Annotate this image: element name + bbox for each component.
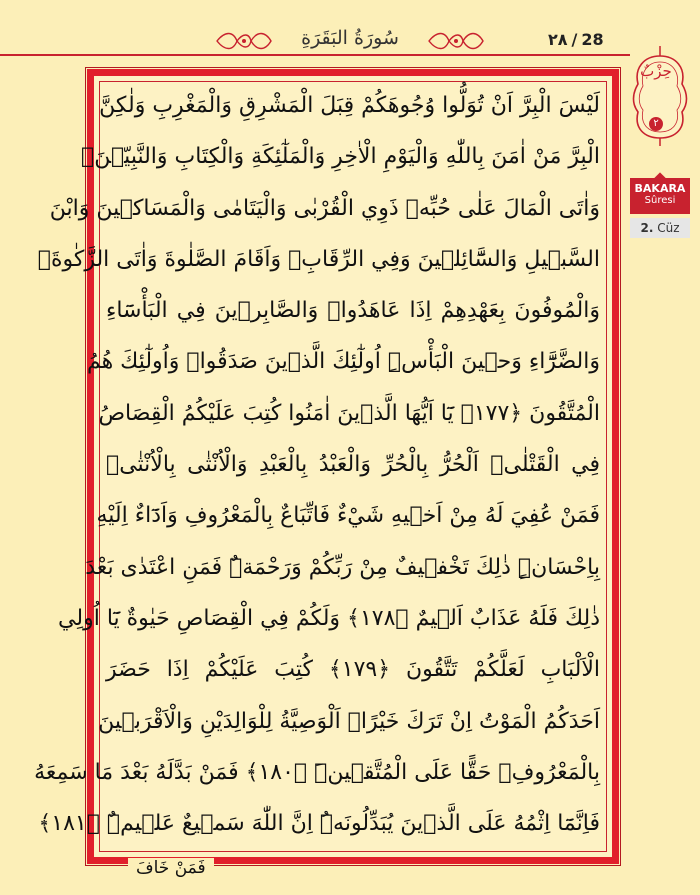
surah-badge-name: BAKARA <box>634 182 686 195</box>
ayah-line: فِي الْقَتْلٰىۜ اَلْحُرُّ بِالْحُرِّ وَالْعَبْدُ بِالْعَبْدِ وَالْاُنْثٰى بِالْاُنْثٰىۜ <box>106 452 600 478</box>
cuz-label: Cüz <box>657 221 680 235</box>
ayah-line: الْمُتَّقُونَ ﴿١٧٧﴾ يَٓا اَيُّهَا الَّذٖينَ اٰمَنُوا كُتِبَ عَلَيْكُمُ الْقِصَاصُ <box>98 400 600 426</box>
cuz-number: 2. <box>640 221 654 235</box>
ayah-line: وَالضَّرَّٓاءِ وَحٖينَ الْبَأْسِۜ اُولٰٓئِكَ الَّذٖينَ صَدَقُواۜ وَاُولٰٓئِكَ هُمُ <box>86 349 600 375</box>
catchword: فَمَنْ خَافَ <box>128 858 214 878</box>
ayah-line: فَمَنْ عُفِيَ لَهُ مِنْ اَخٖيهِ شَيْءٌ فَاتِّبَاعٌ بِالْمَعْرُوفِ وَاَدَٓاءٌ اِلَيْهِ <box>96 503 600 529</box>
ayah-line: الْاَلْبَابِ لَعَلَّكُمْ تَتَّقُونَ ﴿١٧٩﴾ كُتِبَ عَلَيْكُمْ اِذَا حَضَرَ <box>106 657 600 683</box>
hizb-ornament-icon <box>630 44 690 154</box>
cuz-tag <box>630 218 690 238</box>
surah-badge-suffix: Sûresi <box>644 195 676 206</box>
page-number-arabic: ٢٨ <box>548 30 568 49</box>
surah-badge <box>630 178 690 214</box>
header-divider <box>0 54 630 56</box>
page-number <box>548 30 604 49</box>
ayah-line: بِاِحْسَانٍۜ ذٰلِكَ تَخْفٖيفٌ مِنْ رَبِّكُمْ وَرَحْمَةٌۜ فَمَنِ اعْتَدٰى بَعْدَ <box>85 554 600 580</box>
ayah-line: وَالْمُوفُونَ بِعَهْدِهِمْ اِذَا عَاهَدُواۚ وَالصَّابِرٖينَ فِي الْبَأْسَٓاءِ <box>106 298 600 324</box>
ayah-line: اَحَدَكُمُ الْمَوْتُ اِنْ تَرَكَ خَيْرًاۚ اَلْوَصِيَّةُ لِلْوَالِدَيْنِ وَالْاَقْرَبٖينَ <box>98 708 600 734</box>
ayah-line: بِالْمَعْرُوفِۚ حَقًّا عَلَى الْمُتَّقٖينَۜ ﴿١٨٠﴾ فَمَنْ بَدَّلَهُ بَعْدَ مَا سَمِعَهُ <box>34 759 600 785</box>
ayah-line: الْبِرَّ مَنْ اٰمَنَ بِاللّٰهِ وَالْيَوْمِ الْاٰخِرِ وَالْمَلٰٓئِكَةِ وَالْكِتَابِ وَالنَّبِيّٖنَۚ <box>81 144 600 170</box>
ayah-text-block <box>34 80 600 849</box>
surah-title: سُورَةُ البَقَرَةِ <box>301 27 399 49</box>
page-number-separator: / <box>571 30 578 49</box>
header-ornament-right-icon <box>427 31 485 51</box>
ayah-line: السَّبٖيلِ وَالسَّٓائِلٖينَ وَفِي الرِّقَابِۚ وَاَقَامَ الصَّلٰوةَ وَاٰتَى الزَّكٰوةَۚ <box>37 246 600 272</box>
hizb-number: ٢ <box>649 117 663 131</box>
page-number-latin: 28 <box>581 30 604 49</box>
ayah-line: وَاٰتَى الْمَالَ عَلٰى حُبِّهٖ ذَوِي الْقُرْبٰى وَالْيَتَامٰى وَالْمَسَاكٖينَ وَابْنَ <box>49 195 600 221</box>
side-margin <box>622 0 700 895</box>
text-frame <box>34 69 619 864</box>
hizb-label: حِزْبٌ <box>640 62 672 80</box>
ayah-line: لَيْسَ الْبِرَّ اَنْ تُوَلُّوا وُجُوهَكُمْ قِبَلَ الْمَشْرِقِ وَالْمَغْرِبِ وَلٰكِنَّ <box>99 93 600 118</box>
ayah-line: فَاِنَّمَٓا اِثْمُهُ عَلَى الَّذٖينَ يُبَدِّلُونَهُۜ اِنَّ اللّٰهَ سَمٖيعٌ عَلٖيمٌۜ ﴿١٨١﴾ <box>38 811 600 837</box>
header-ornament-left-icon <box>215 31 273 51</box>
ayah-line: ذٰلِكَ فَلَهُ عَذَابٌ اَلٖيمٌ ﴿١٧٨﴾ وَلَكُمْ فِي الْقِصَاصِ حَيٰوةٌ يَٓا اُولِي <box>58 605 600 631</box>
page-header <box>0 0 700 62</box>
